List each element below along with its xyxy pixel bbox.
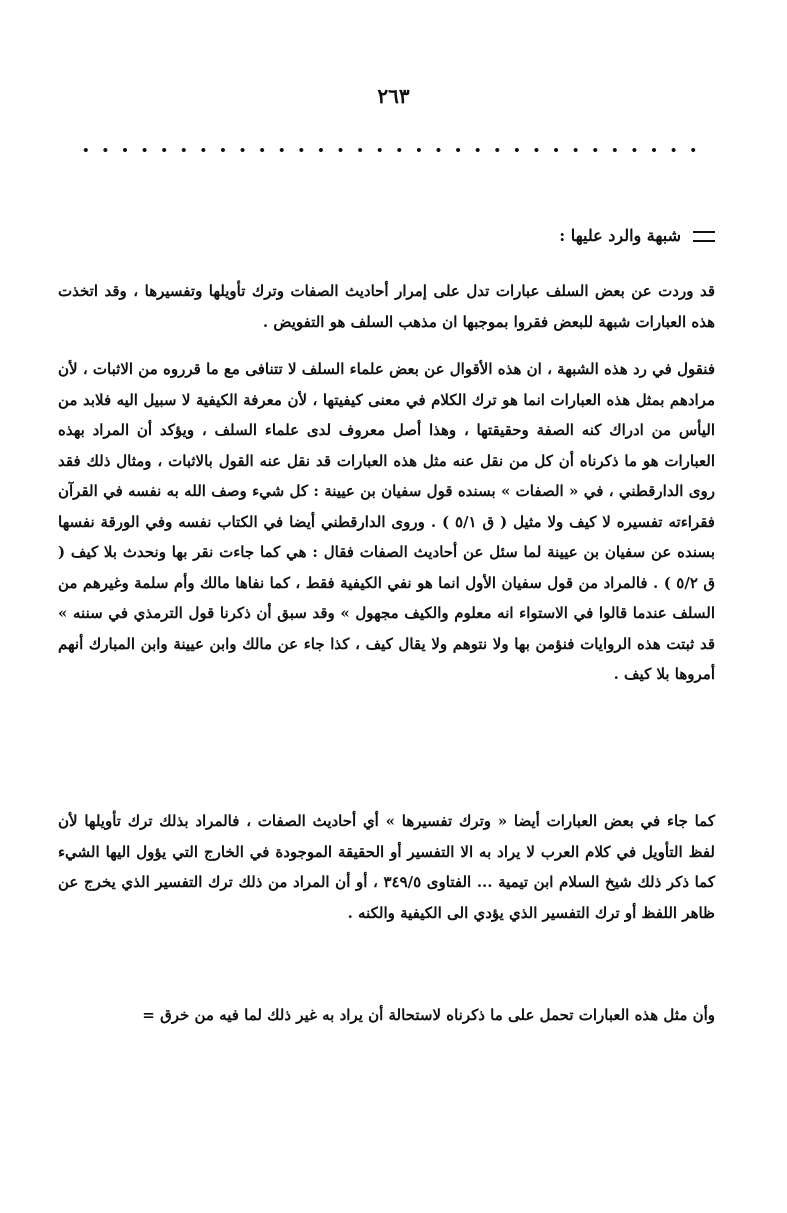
paragraph-tafsir <box>58 806 715 928</box>
double-dash-marker <box>693 231 715 242</box>
paragraph-text: فنقول في رد هذه الشبهة ، ان هذه الأقوال عن بعض علماء السلف لا تتنافى مع ما قرروه من الاثبات ، لأن مرادهم بمثل هذه العبارات انما هو ترك الكلام في معنى كيفيتها ، لأن معرفة الكيفية لا سبيل اليه فلابد من اليأس من ادراك كنه الصفة وحقيقتها ، وهذا أصل معروف لدى علماء السلف ، ويؤكد أن المراد بهذه العبارات هو ما ذكرناه أن كل من نقل عنه مثل هذه العبارات قد نقل عنه القول بالاثبات ، ومثال ذلك فقد روى الدارقطني ، في « الصفات » بسنده قول سفيان بن عيينة : كل شيء وصف الله به نفسه في القرآن فقراءته تفسيره لا كيف ولا مثيل ( ق ٥/١ ) . وروى الدارقطني أيضا في الكتاب نفسه وفي الورقة نفسها بسنده عن سفيان بن عيينة لما سئل عن أحاديث الصفات فقال : هي كما جاءت نقر بها ونحدث بلا كيف ( ق ٥/٢ ) . فالمراد من قول سفيان الأول انما هو نفي الكيفية فقط ، كما نفاها مالك وأم سلمة وغيرهم من السلف عندما قالوا في الاستواء انه معلوم والكيف مجهول » وقد سبق أن ذكرنا قول الترمذي في سننه » قد ثبتت هذه الروايات فنؤمن بها ولا نتوهم ولا يقال كيف ، كذا جاء عن مالك وابن عيينة وابن المبارك أنهم أمروها بلا كيف . <box>58 360 715 683</box>
paragraph-text: كما جاء في بعض العبارات أيضا « وترك تفسيرها » أي أحاديث الصفات ، فالمراد بذلك ترك تأويلها لأن لفظ التأويل في كلام العرب لا يراد به الا التفسير أو الحقيقة الموجودة في الخارج التي يؤول اليها الشيء كما ذكر ذلك شيخ السلام ابن تيمية ... الفتاوى ٣٤٩/٥ ، أو أن المراد من ذلك ترك التفسير الذي يخرج عن ظاهر اللفظ أو ترك التفسير الذي يؤدي الى الكيفية والكنه . <box>58 812 715 922</box>
dotted-separator <box>76 146 706 154</box>
paragraph-intro <box>58 276 715 337</box>
section-heading <box>559 226 715 245</box>
page-number: ٢٦٣ <box>377 84 410 108</box>
section-heading-text: شبهة والرد عليها : <box>559 226 681 245</box>
paragraph-text: وأن مثل هذه العبارات تحمل على ما ذكرناه لاستحالة أن يراد به غير ذلك لما فيه من خرق = <box>142 1006 715 1024</box>
paragraph-conclusion <box>58 1000 715 1031</box>
paragraph-refutation <box>58 354 715 690</box>
paragraph-text: قد وردت عن بعض السلف عبارات تدل على إمرار أحاديث الصفات وترك تأويلها وتفسيرها ، وقد اتخذت هذه العبارات شبهة للبعض فقروا بموجبها ان مذهب السلف هو التفويض . <box>58 282 715 331</box>
